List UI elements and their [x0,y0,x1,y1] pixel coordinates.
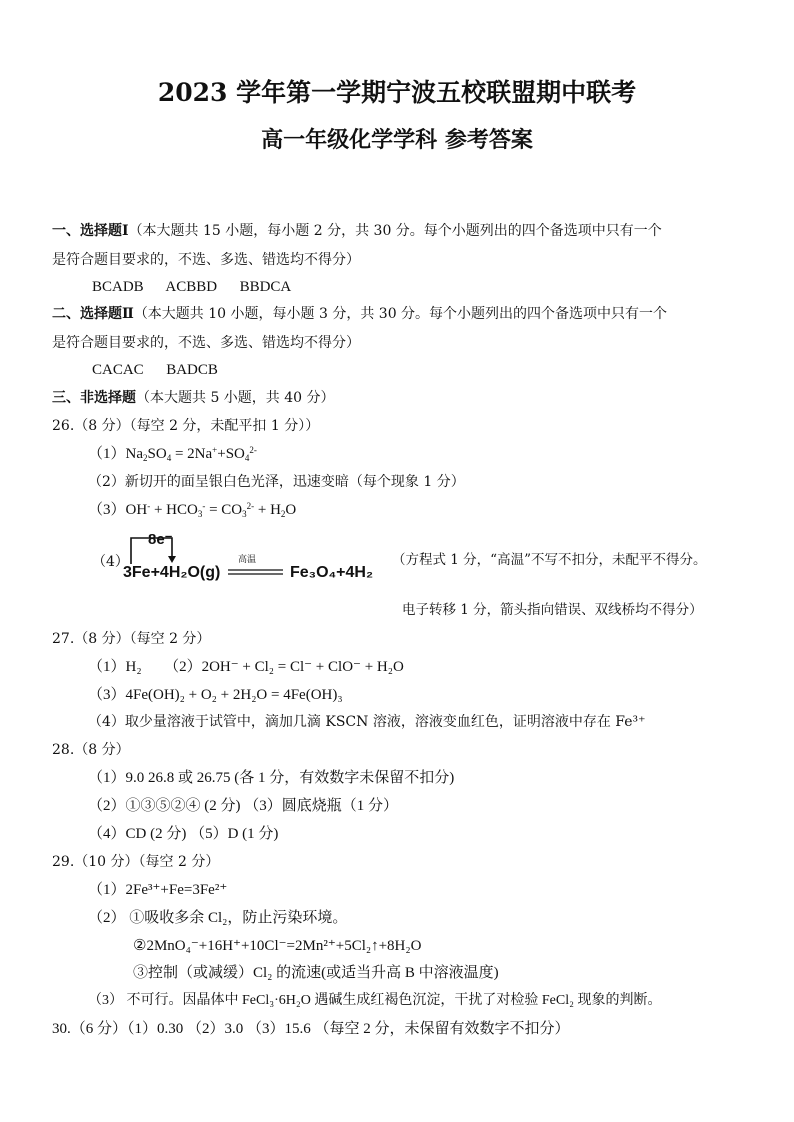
q27-answer-2: （2）2OH⁻ + Cl₂ = Cl⁻ + ClO⁻ + H₂O [164,659,404,675]
q26-answer-4-label: （4） [92,554,129,570]
section3-desc: （本大题共 5 小题，共 40 分） [136,390,335,406]
q26-answer-4-note1: （方程式 1 分，“高温”不写不扣分，未配平不得分。 [392,552,707,568]
formula-sup: - [202,501,206,511]
section1-desc2: 是符合题目要求的，不选、多选、错选均不得分） [52,252,360,268]
q28-answer-4-5: （4）CD (2 分) （5）D (1 分) [88,826,279,842]
section3-line [52,389,335,407]
formula-part: OH [125,502,148,518]
formula-part: O [285,502,297,518]
q28-header: 28.（8 分） [52,742,130,758]
q26-answer-4-note2: 电子转移 1 分，箭头指向错误、双线桥均不得分） [402,602,703,618]
formula-sup: + [212,445,218,455]
section2-answer-group: CACAC [92,362,144,378]
section1-heading: 一、选择题Ⅰ [52,223,129,239]
formula-sup: 2- [246,501,255,511]
section2-answers [92,361,218,379]
section2-answer-group: BADCB [166,362,218,378]
q28-answer-1: （1）9.0 26.8 或 26.75 (各 1 分，有效数字未保留不扣分) [88,770,455,786]
formula-sup: 2- [249,445,257,455]
formula-part: SO [147,446,167,462]
bridge-arrowhead [168,556,176,563]
q27-answer-1: （1）H₂ [88,659,142,675]
formula-sup: - [147,501,151,511]
q28-answer-2-3: （2）①③⑤②④ (2 分) （3）圆底烧瓶（1 分） [88,798,398,814]
page-title: 2023 学年第一学期宁波五校联盟期中联考 [157,78,637,107]
q26-header: 26.（8 分）（每空 2 分，未配平扣 1 分）） [52,418,320,434]
q27-answer-3: （3）4Fe(OH)₂ + O₂ + 2H₂O = 4Fe(OH)₃ [88,687,343,703]
formula-part: = CO [205,502,243,518]
formula-sub: 2 [280,509,286,519]
q29-answer-3: （3） 不可行。因晶体中 FeCl₃·6H₂O 遇碱生成红褐色沉淀，干扰了对检验 FeCl₂ 现象的判断。 [88,993,662,1008]
q29-answer-2-1: （2） ①吸收多余 Cl₂，防止污染环境。 [88,910,348,926]
q26-answer-1 [88,445,257,463]
formula-part: Na [125,446,144,462]
section1-desc1: （本大题共 15 小题，每小题 2 分，共 30 分。每个小题列出的四个备选项中只有一个 [128,223,662,239]
q29-header: 29.（10 分）（每空 2 分） [52,854,220,870]
q26-equation-block [88,530,388,590]
q30-answers: 30.（6 分）（1）0.30 （2）3.0 （3）15.6 （每空 2 分，未保留有效数字不扣分） [52,1021,570,1037]
formula-part: + H [254,502,281,518]
q29-answer-2-3: ③控制（或减缓）Cl₂ 的流速(或适当升高 B 中溶液温度) [133,965,499,981]
formula-part: + HCO [150,502,198,518]
electron-count: 8e⁻ [148,531,173,548]
section1-answer-group: BBDCA [239,279,292,295]
q26-answer-3 [88,501,296,519]
equation-products: Fe₃O₄+4H₂ [290,564,374,581]
section1-answer-group: ACBBD [165,279,218,295]
section1-answers [92,278,291,296]
formula-sub: 3 [242,509,247,519]
section1-answer-group: BCADB [92,279,144,295]
section2-heading: 二、选择题Ⅱ [52,306,134,322]
formula-sub: 4 [166,453,172,463]
section1-line1 [52,222,662,240]
q27-header: 27.（8 分）（每空 2 分） [52,631,211,647]
equation-reactants: 3Fe+4H₂O(g) [123,564,221,581]
q29-answer-2-2: ②2MnO₄⁻+16H⁺+10Cl⁻=2Mn²⁺+5Cl₂↑+8H₂O [133,938,422,954]
q26-answer-2: （2）新切开的面呈银白色光泽，迅速变暗（每个现象 1 分） [88,474,465,490]
q29-answer-1: （1）2Fe³⁺+Fe=3Fe²⁺ [88,882,228,898]
section2-line1 [52,305,667,323]
formula-sub: 3 [197,509,203,519]
section2-desc1: （本大题共 10 小题，每小题 3 分，共 30 分。每个小题列出的四个备选项中只有一个 [133,306,668,322]
answer-label: （1） [88,446,126,462]
formula-part: = 2Na [171,446,213,462]
page-subtitle: 高一年级化学学科 参考答案 [261,127,533,153]
q27-answers-row1 [88,658,404,676]
formula-sub: 2 [143,453,148,463]
formula-sub: 4 [244,453,250,463]
answer-label: （3） [88,502,126,518]
section3-heading: 三、非选择题 [52,390,136,406]
formula-part: +SO [217,446,245,462]
reaction-condition: 高温 [238,555,257,565]
q27-answer-4: （4）取少量溶液于试管中，滴加几滴 KSCN 溶液，溶液变血红色，证明溶液中存在 Fe³⁺ [88,714,646,730]
section2-desc2: 是符合题目要求的，不选、多选、错选均不得分） [52,335,360,351]
